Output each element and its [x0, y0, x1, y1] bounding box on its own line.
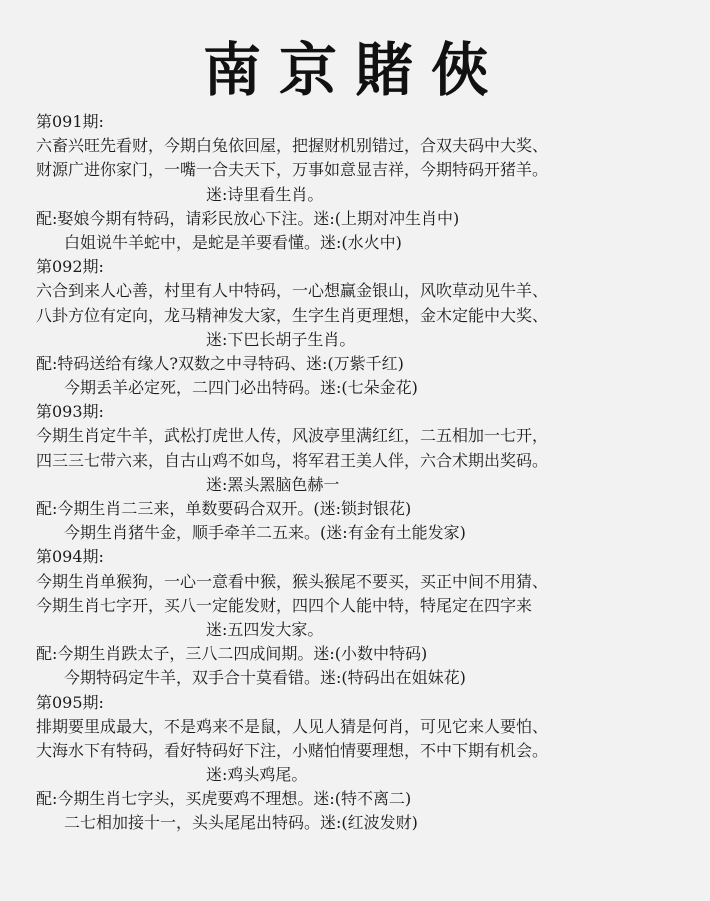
- text-line: 大海水下有特码，看好特码好下注，小赌怕情要理想，不中下期有机会。: [36, 740, 549, 760]
- text-line: 第093期:: [36, 402, 104, 422]
- text-line: 迷:五四发大家。: [206, 619, 324, 639]
- document-title: 南京賭俠: [202, 36, 507, 104]
- text-line: 今期生肖单猴狗，一心一意看中猴，猴头猴尾不要买，买正中间不用猜、: [36, 571, 549, 591]
- text-line: 配:娶娘今期有特码，请彩民放心下注。迷:(上期对冲生肖中): [36, 208, 460, 228]
- text-line: 迷:诗里看生肖。: [206, 184, 324, 204]
- text-line: 今期生肖定牛羊，武松打虎世人传，风波亭里满红红，二五相加一七开，: [36, 426, 549, 446]
- text-line: 迷:鸡头鸡尾。: [206, 765, 308, 785]
- text-line: 财源广进你家门，一嘴一合夫天下，万事如意显吉祥，今期特码开猪羊。: [36, 160, 549, 180]
- text-line: 配:特码送给有缘人?双数之中寻特码、迷:(万紫千红): [36, 353, 404, 373]
- text-line: 配:今期生肖七字头，买虎要鸡不理想。迷:(特不离二): [36, 789, 412, 809]
- text-line: 第091期:: [36, 112, 104, 131]
- text-line: 今期丢羊必定死，二四门必出特码。迷:(七朵金花): [64, 378, 418, 398]
- text-line: 今期生肖猪牛金，顺手牵羊二五来。(迷:有金有土能发家): [64, 523, 466, 543]
- text-line: 四三三七带六来，自古山鸡不如鸟，将军君王美人伴，六合术期出奖码。: [36, 450, 549, 470]
- text-line: 今期特码定牛羊，双手合十莫看错。迷:(特码出在姐妹花): [64, 668, 466, 688]
- text-line: 六畜兴旺先看财，今期白兔依回屋，把握财机别错过，合双夫码中大奖、: [36, 136, 549, 156]
- text-line: 八卦方位有定向，龙马精神发大家，生字生肖更理想，金木定能中大奖、: [36, 305, 549, 325]
- text-line: 配:今期生肖跌太子，三八二四成间期。迷:(小数中特码): [36, 644, 428, 664]
- text-line: 第094期:: [36, 547, 104, 567]
- text-line: 第092期:: [36, 257, 104, 277]
- prediction-text-block: [36, 110, 676, 836]
- text-line: 迷:下巴长胡子生肖。: [206, 329, 356, 349]
- text-line: 第095期:: [36, 692, 104, 712]
- text-line: 今期生肖七字开，买八一定能发财，四四个人能中特，特尾定在四字来: [36, 595, 533, 615]
- text-line: 六合到来人心善，村里有人中特码，一心想赢金银山，风吹草动见牛羊、: [36, 281, 549, 301]
- text-line: 迷:罴头罴脑色赫一: [206, 474, 340, 494]
- text-line: 白姐说牛羊蛇中，是蛇是羊要看懂。迷:(水火中): [64, 232, 402, 252]
- text-line: 排期要里成最大，不是鸡来不是鼠，人见人猜是何肖，可见它来人要怕、: [36, 716, 549, 736]
- text-line: 二七相加接十一，头头尾尾出特码。迷:(红波发财): [64, 813, 418, 833]
- text-line: 配:今期生肖二三来，单数要码合双开。(迷:锁封银花): [36, 499, 412, 518]
